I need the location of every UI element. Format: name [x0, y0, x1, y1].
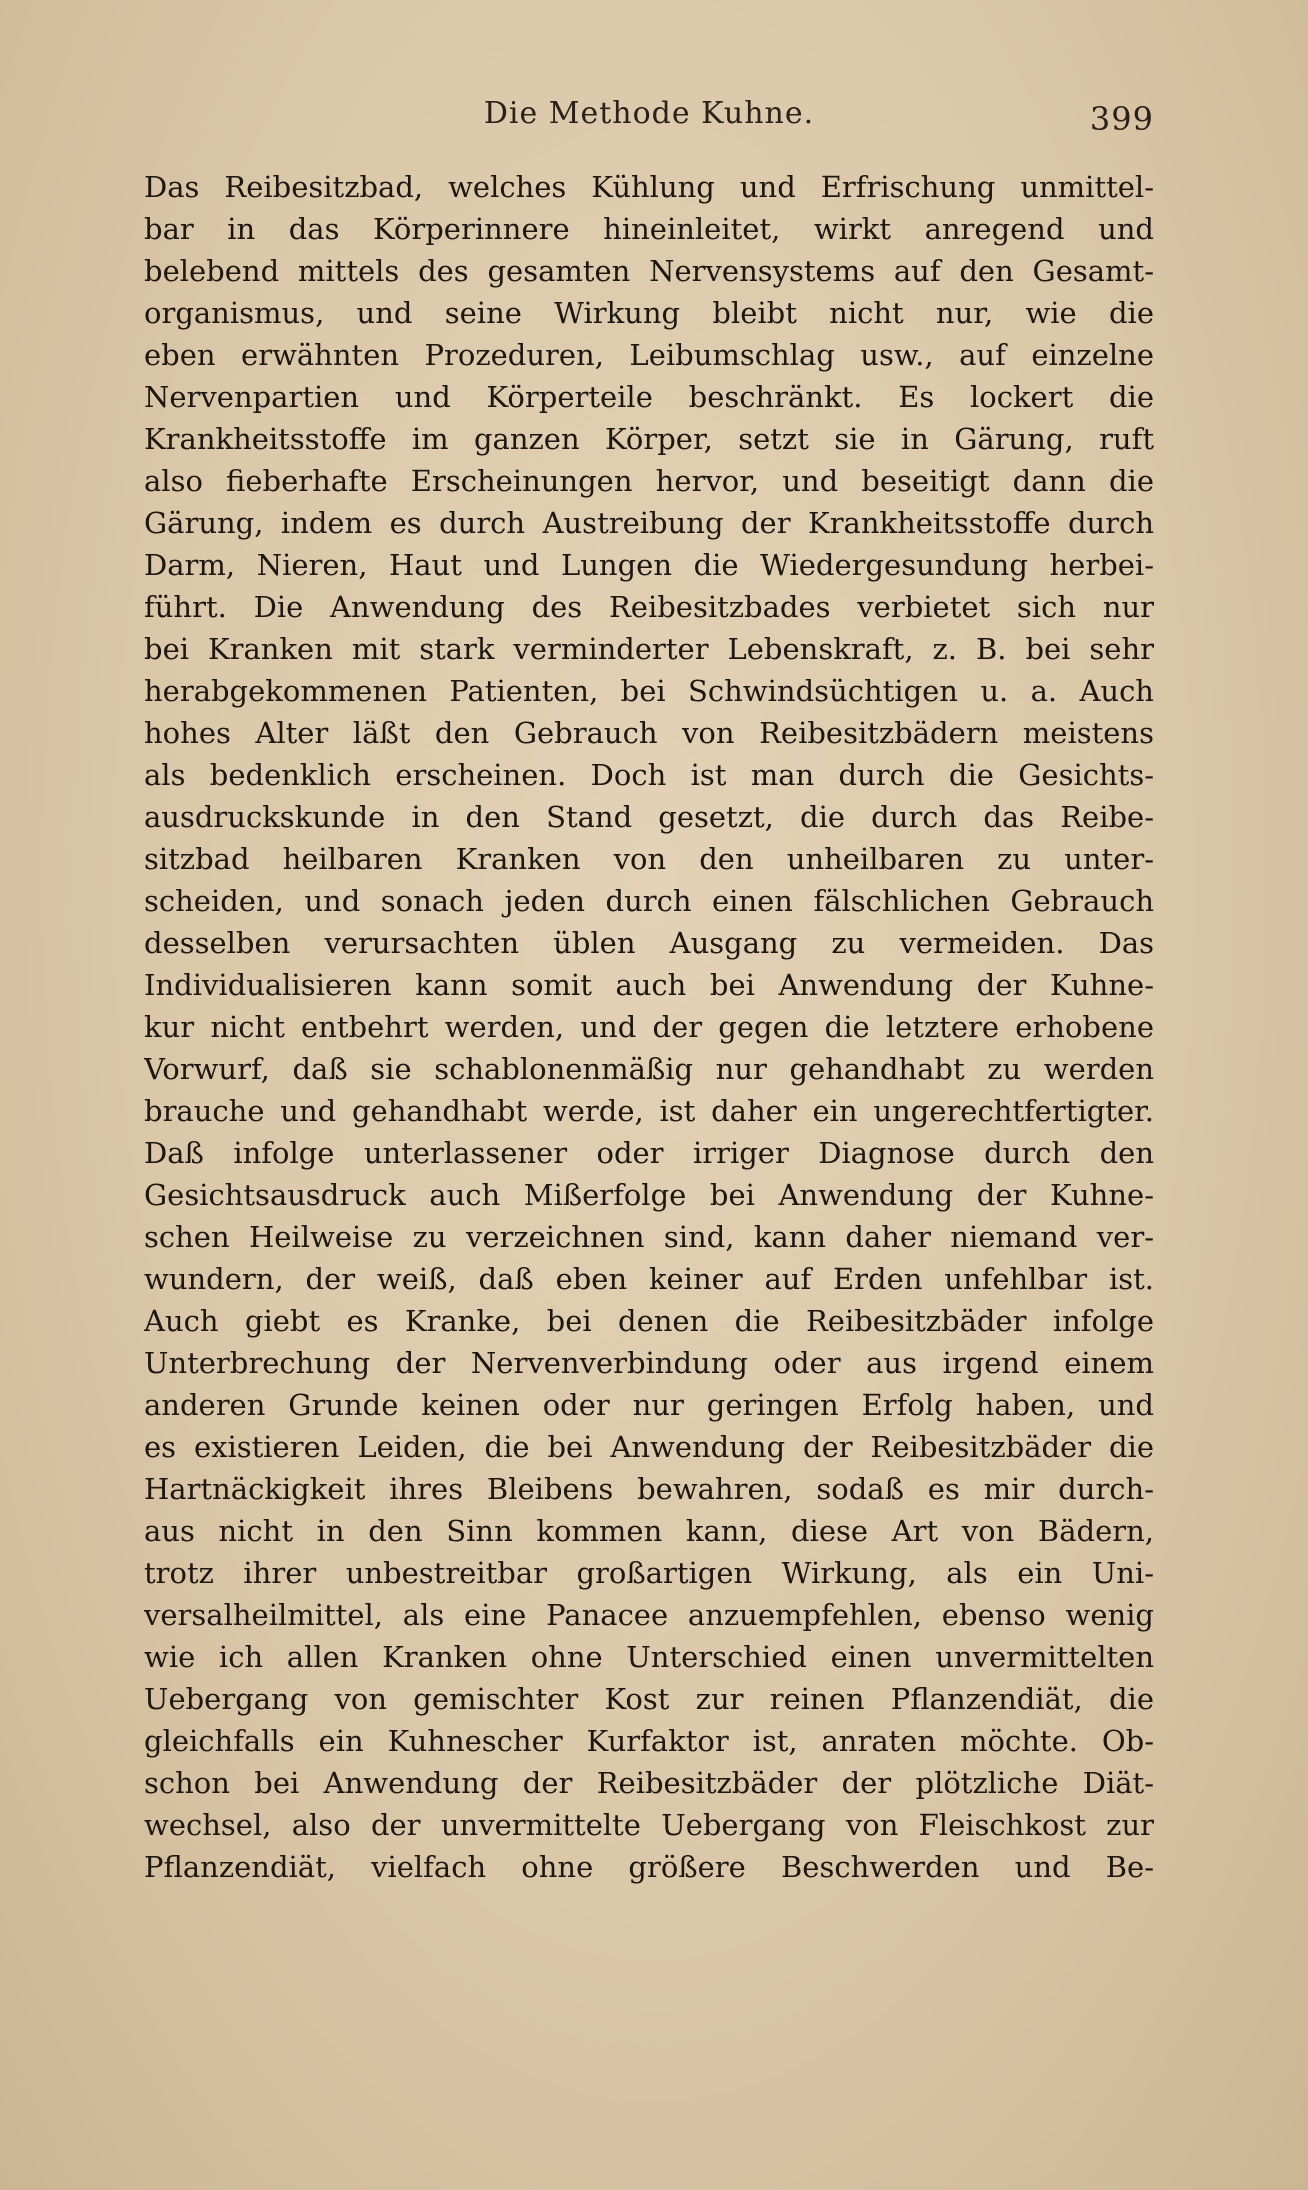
text-line: Auch giebt es Kranke, bei denen die Reibesitzbäder infolge — [144, 1304, 1154, 1338]
text-line: Gärung, indem es durch Austreibung der Krankheitsstoffe durch — [144, 506, 1154, 540]
page-number: 399 — [1089, 100, 1154, 138]
text-line: Vorwurf, daß sie schablonenmäßig nur gehandhabt zu werden — [144, 1052, 1154, 1086]
text-line: Krankheitsstoffe im ganzen Körper, setzt sie in Gärung, ruft — [144, 422, 1154, 456]
text-line: Darm, Nieren, Haut und Lungen die Wiedergesundung herbei- — [144, 548, 1154, 582]
text-line: führt. Die Anwendung des Reibesitzbades verbietet sich nur — [144, 590, 1154, 624]
text-line: wie ich allen Kranken ohne Unterschied einen unvermittelten — [144, 1640, 1154, 1674]
text-line: Uebergang von gemischter Kost zur reinen Pflanzendiät, die — [144, 1682, 1154, 1716]
text-line: Hartnäckigkeit ihres Bleibens bewahren, sodaß es mir durch- — [144, 1472, 1154, 1506]
text-line: versalheilmittel, als eine Panacee anzuempfehlen, ebenso wenig — [144, 1598, 1154, 1632]
text-line: aus nicht in den Sinn kommen kann, diese Art von Bädern, — [144, 1514, 1154, 1548]
text-line: wundern, der weiß, daß eben keiner auf Erden unfehlbar ist. — [144, 1262, 1154, 1296]
text-line: Unterbrechung der Nervenverbindung oder aus irgend einem — [144, 1346, 1154, 1380]
body-text — [144, 166, 1154, 1888]
text-line: eben erwähnten Prozeduren, Leibumschlag usw., auf einzelne — [144, 338, 1154, 372]
text-line: bei Kranken mit stark verminderter Lebenskraft, z. B. bei sehr — [144, 632, 1154, 666]
text-line: Gesichtsausdruck auch Mißerfolge bei Anwendung der Kuhne- — [144, 1178, 1154, 1212]
text-line: Daß infolge unterlassener oder irriger Diagnose durch den — [144, 1136, 1154, 1170]
text-line: ausdruckskunde in den Stand gesetzt, die durch das Reibe- — [144, 800, 1154, 834]
text-line: Nervenpartien und Körperteile beschränkt. Es lockert die — [144, 380, 1154, 414]
text-line: Individualisieren kann somit auch bei Anwendung der Kuhne- — [144, 968, 1154, 1002]
text-line: desselben verursachten üblen Ausgang zu vermeiden. Das — [144, 926, 1154, 960]
text-line: wechsel, also der unvermittelte Uebergang von Fleischkost zur — [144, 1808, 1154, 1842]
text-line: schon bei Anwendung der Reibesitzbäder der plötzliche Diät- — [144, 1766, 1154, 1800]
text-line: also fieberhafte Erscheinungen hervor, und beseitigt dann die — [144, 464, 1154, 498]
text-line: brauche und gehandhabt werde, ist daher ein ungerechtfertigter. — [144, 1094, 1154, 1128]
text-line: schen Heilweise zu verzeichnen sind, kann daher niemand ver- — [144, 1220, 1154, 1254]
text-line: scheiden, und sonach jeden durch einen fälschlichen Gebrauch — [144, 884, 1154, 918]
text-line: anderen Grunde keinen oder nur geringen Erfolg haben, und — [144, 1388, 1154, 1422]
text-line: trotz ihrer unbestreitbar großartigen Wirkung, als ein Uni- — [144, 1556, 1154, 1590]
running-head — [144, 96, 1154, 146]
text-line: gleichfalls ein Kuhnescher Kurfaktor ist, anraten möchte. Ob- — [144, 1724, 1154, 1758]
text-line: organismus, und seine Wirkung bleibt nicht nur, wie die — [144, 296, 1154, 330]
text-line: kur nicht entbehrt werden, und der gegen die letztere erhobene — [144, 1010, 1154, 1044]
text-line: belebend mittels des gesamten Nervensystems auf den Gesamt- — [144, 254, 1154, 288]
text-line: Das Reibesitzbad, welches Kühlung und Erfrischung unmittel- — [144, 170, 1154, 204]
text-line: bar in das Körperinnere hineinleitet, wirkt anregend und — [144, 212, 1154, 246]
text-line: sitzbad heilbaren Kranken von den unheilbaren zu unter- — [144, 842, 1154, 876]
text-line: als bedenklich erscheinen. Doch ist man durch die Gesichts- — [144, 758, 1154, 792]
text-line: hohes Alter läßt den Gebrauch von Reibesitzbädern meistens — [144, 716, 1154, 750]
running-head-title: Die Methode Kuhne. — [483, 96, 815, 131]
text-line: Pflanzendiät, vielfach ohne größere Beschwerden und Be- — [144, 1850, 1154, 1884]
text-line: es existieren Leiden, die bei Anwendung der Reibesitzbäder die — [144, 1430, 1154, 1464]
text-line: herabgekommenen Patienten, bei Schwindsüchtigen u. a. Auch — [144, 674, 1154, 708]
